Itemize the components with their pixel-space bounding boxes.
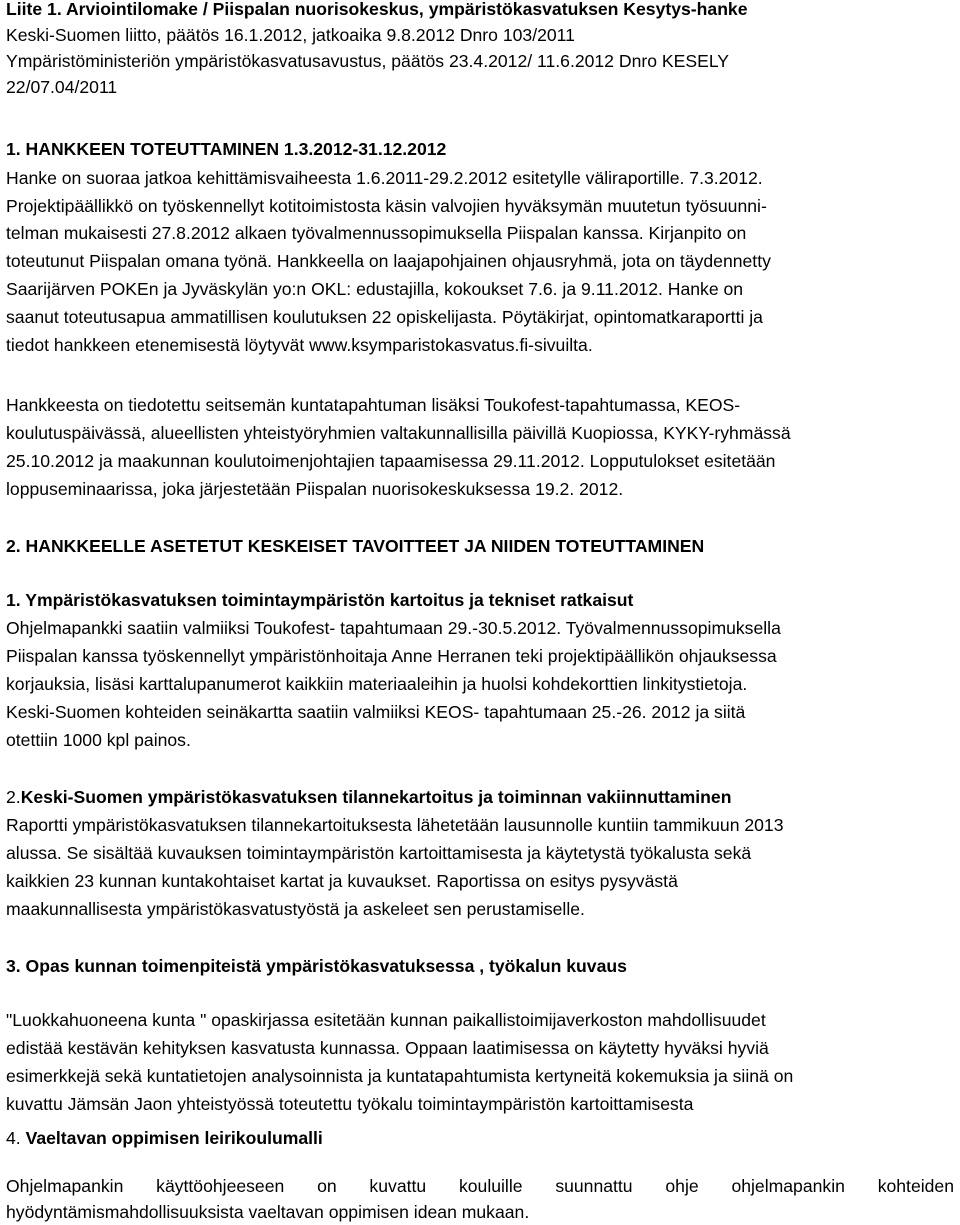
section-heading: 2. HANKKEELLE ASETETUT KESKEISET TAVOITTEET JA NIIDEN TOTEUTTAMINEN — [6, 536, 705, 556]
paragraph-line: Keski-Suomen kohteiden seinäkartta saatiin valmiiksi KEOS- tapahtumaan 25.-26. 2012 ja siitä — [6, 702, 746, 722]
header-line: 22/07.04/2011 — [6, 77, 118, 97]
paragraph-line: kuvattu Jämsän Jaon yhteistyössä toteutettu työkalu toimintaympäristön kartoittamisesta — [6, 1094, 694, 1114]
header-line: Ympäristöministeriön ympäristökasvatusavustus, päätös 23.4.2012/ 11.6.2012 Dnro KESELY — [6, 51, 730, 71]
item-heading: 1. Ympäristökasvatuksen toimintaympäristön kartoitus ja tekniset ratkaisut — [6, 590, 634, 610]
paragraph-line: kaikkien 23 kunnan kuntakohtaiset kartat ja kuvaukset. Raportissa on esitys pysyvästä — [6, 871, 678, 891]
paragraph-line: Ohjelmapankin käyttöohjeeseen on kuvattu kouluille suunnattu ohje ohjelmapankin kohteiden — [6, 1176, 954, 1196]
paragraph-line: "Luokkahuoneena kunta " opaskirjassa esitetään kunnan paikallistoimijaverkoston mahdollisuudet — [6, 1010, 766, 1030]
paragraph-line: Hankkeesta on tiedotettu seitsemän kuntatapahtuman lisäksi Toukofest-tapahtumassa, KEOS- — [6, 395, 741, 415]
item-number: 2. — [6, 787, 21, 807]
paragraph-line: saanut toteutusapua ammatillisen koulutuksen 22 opiskelijasta. Pöytäkirjat, opintomatkaraportti ja — [6, 307, 763, 327]
paragraph-line: loppuseminaarissa, joka järjestetään Piispalan nuorisokeskuksessa 19.2. 2012. — [6, 479, 624, 499]
paragraph-line: edistää kestävän kehityksen kasvatusta kunnassa. Oppaan laatimisessa on käytetty hyväksi hyviä — [6, 1038, 769, 1058]
section-heading: 1. HANKKEEN TOTEUTTAMINEN 1.3.2012-31.12.2012 — [6, 139, 447, 159]
paragraph-line: tiedot hankkeen etenemisestä löytyvät www.ksymparistokasvatus.fi-sivuilta. — [6, 335, 593, 355]
item-heading-row — [6, 1125, 323, 1151]
item-heading: Keski-Suomen ympäristökasvatuksen tilannekartoitus ja toiminnan vakiinnuttaminen — [20, 787, 732, 807]
item-heading-row — [6, 784, 731, 810]
paragraph-line: hyödyntämismahdollisuuksista vaeltavan oppimisen idean mukaan. — [6, 1202, 530, 1222]
paragraph-line: telman mukaisesti 27.8.2012 alkaen työvalmennussopimuksella Piispalan kanssa. Kirjanpito on — [6, 223, 747, 243]
item-number: 4. — [6, 1128, 21, 1148]
paragraph-line: toteutunut Piispalan omana työnä. Hankkeella on laajapohjainen ohjausryhmä, jota on täydennetty — [6, 251, 771, 271]
item-heading: Vaeltavan oppimisen leirikoulumalli — [25, 1128, 323, 1148]
paragraph-line: korjauksia, lisäsi karttalupanumerot kaikkiin materiaaleihin ja huolsi kohdekorttien linkitystietoja. — [6, 674, 748, 694]
item-heading: 3. Opas kunnan toimenpiteistä ympäristökasvatuksessa , työkalun kuvaus — [6, 956, 627, 976]
paragraph-line: 25.10.2012 ja maakunnan koulutoimenjohtajien tapaamisessa 29.11.2012. Lopputulokset esitetään — [6, 451, 776, 471]
paragraph-line: Hanke on suoraa jatkoa kehittämisvaiheesta 1.6.2011-29.2.2012 esitetylle väliraportille. 7.3.2012. — [6, 168, 763, 188]
document-title: Liite 1. Arviointilomake / Piispalan nuorisokeskus, ympäristökasvatuksen Kesytys-hanke — [6, 0, 748, 19]
paragraph-line: Projektipäällikkö on työskennellyt kotitoimistosta käsin valvojien hyväksymän muutetun työsuunni- — [6, 196, 767, 216]
paragraph-line: esimerkkejä sekä kuntatietojen analysoinnista ja kuntatapahtumista kertyneitä kokemuksia ja siinä on — [6, 1066, 794, 1086]
paragraph-line: otettiin 1000 kpl painos. — [6, 730, 191, 750]
paragraph-line: Ohjelmapankki saatiin valmiiksi Toukofest- tapahtumaan 29.-30.5.2012. Työvalmennussopimuksella — [6, 618, 781, 638]
paragraph-line: Saarijärven POKEn ja Jyväskylän yo:n OKL: edustajilla, kokoukset 7.6. ja 9.11.2012. Hanke on — [6, 279, 744, 299]
paragraph-line: maakunnallisesta ympäristökasvatustyöstä ja askeleet sen perustamiselle. — [6, 899, 585, 919]
paragraph-line: alussa. Se sisältää kuvauksen toimintaympäristön kartoittamisesta ja käytetystä työkalusta sekä — [6, 843, 752, 863]
paragraph-line: Raportti ympäristökasvatuksen tilannekartoituksesta lähetetään lausunnolle kuntiin tammikuun 2013 — [6, 815, 784, 835]
paragraph-line: koulutuspäivässä, alueellisten yhteistyöryhmien valtakunnallisilla päivillä Kuopiossa, KYKY-ryhmässä — [6, 423, 791, 443]
header-line: Keski-Suomen liitto, päätös 16.1.2012, jatkoaika 9.8.2012 Dnro 103/2011 — [6, 25, 575, 45]
paragraph-line: Piispalan kanssa työskennellyt ympäristönhoitaja Anne Herranen teki projektipäällikön ohjauksessa — [6, 646, 777, 666]
